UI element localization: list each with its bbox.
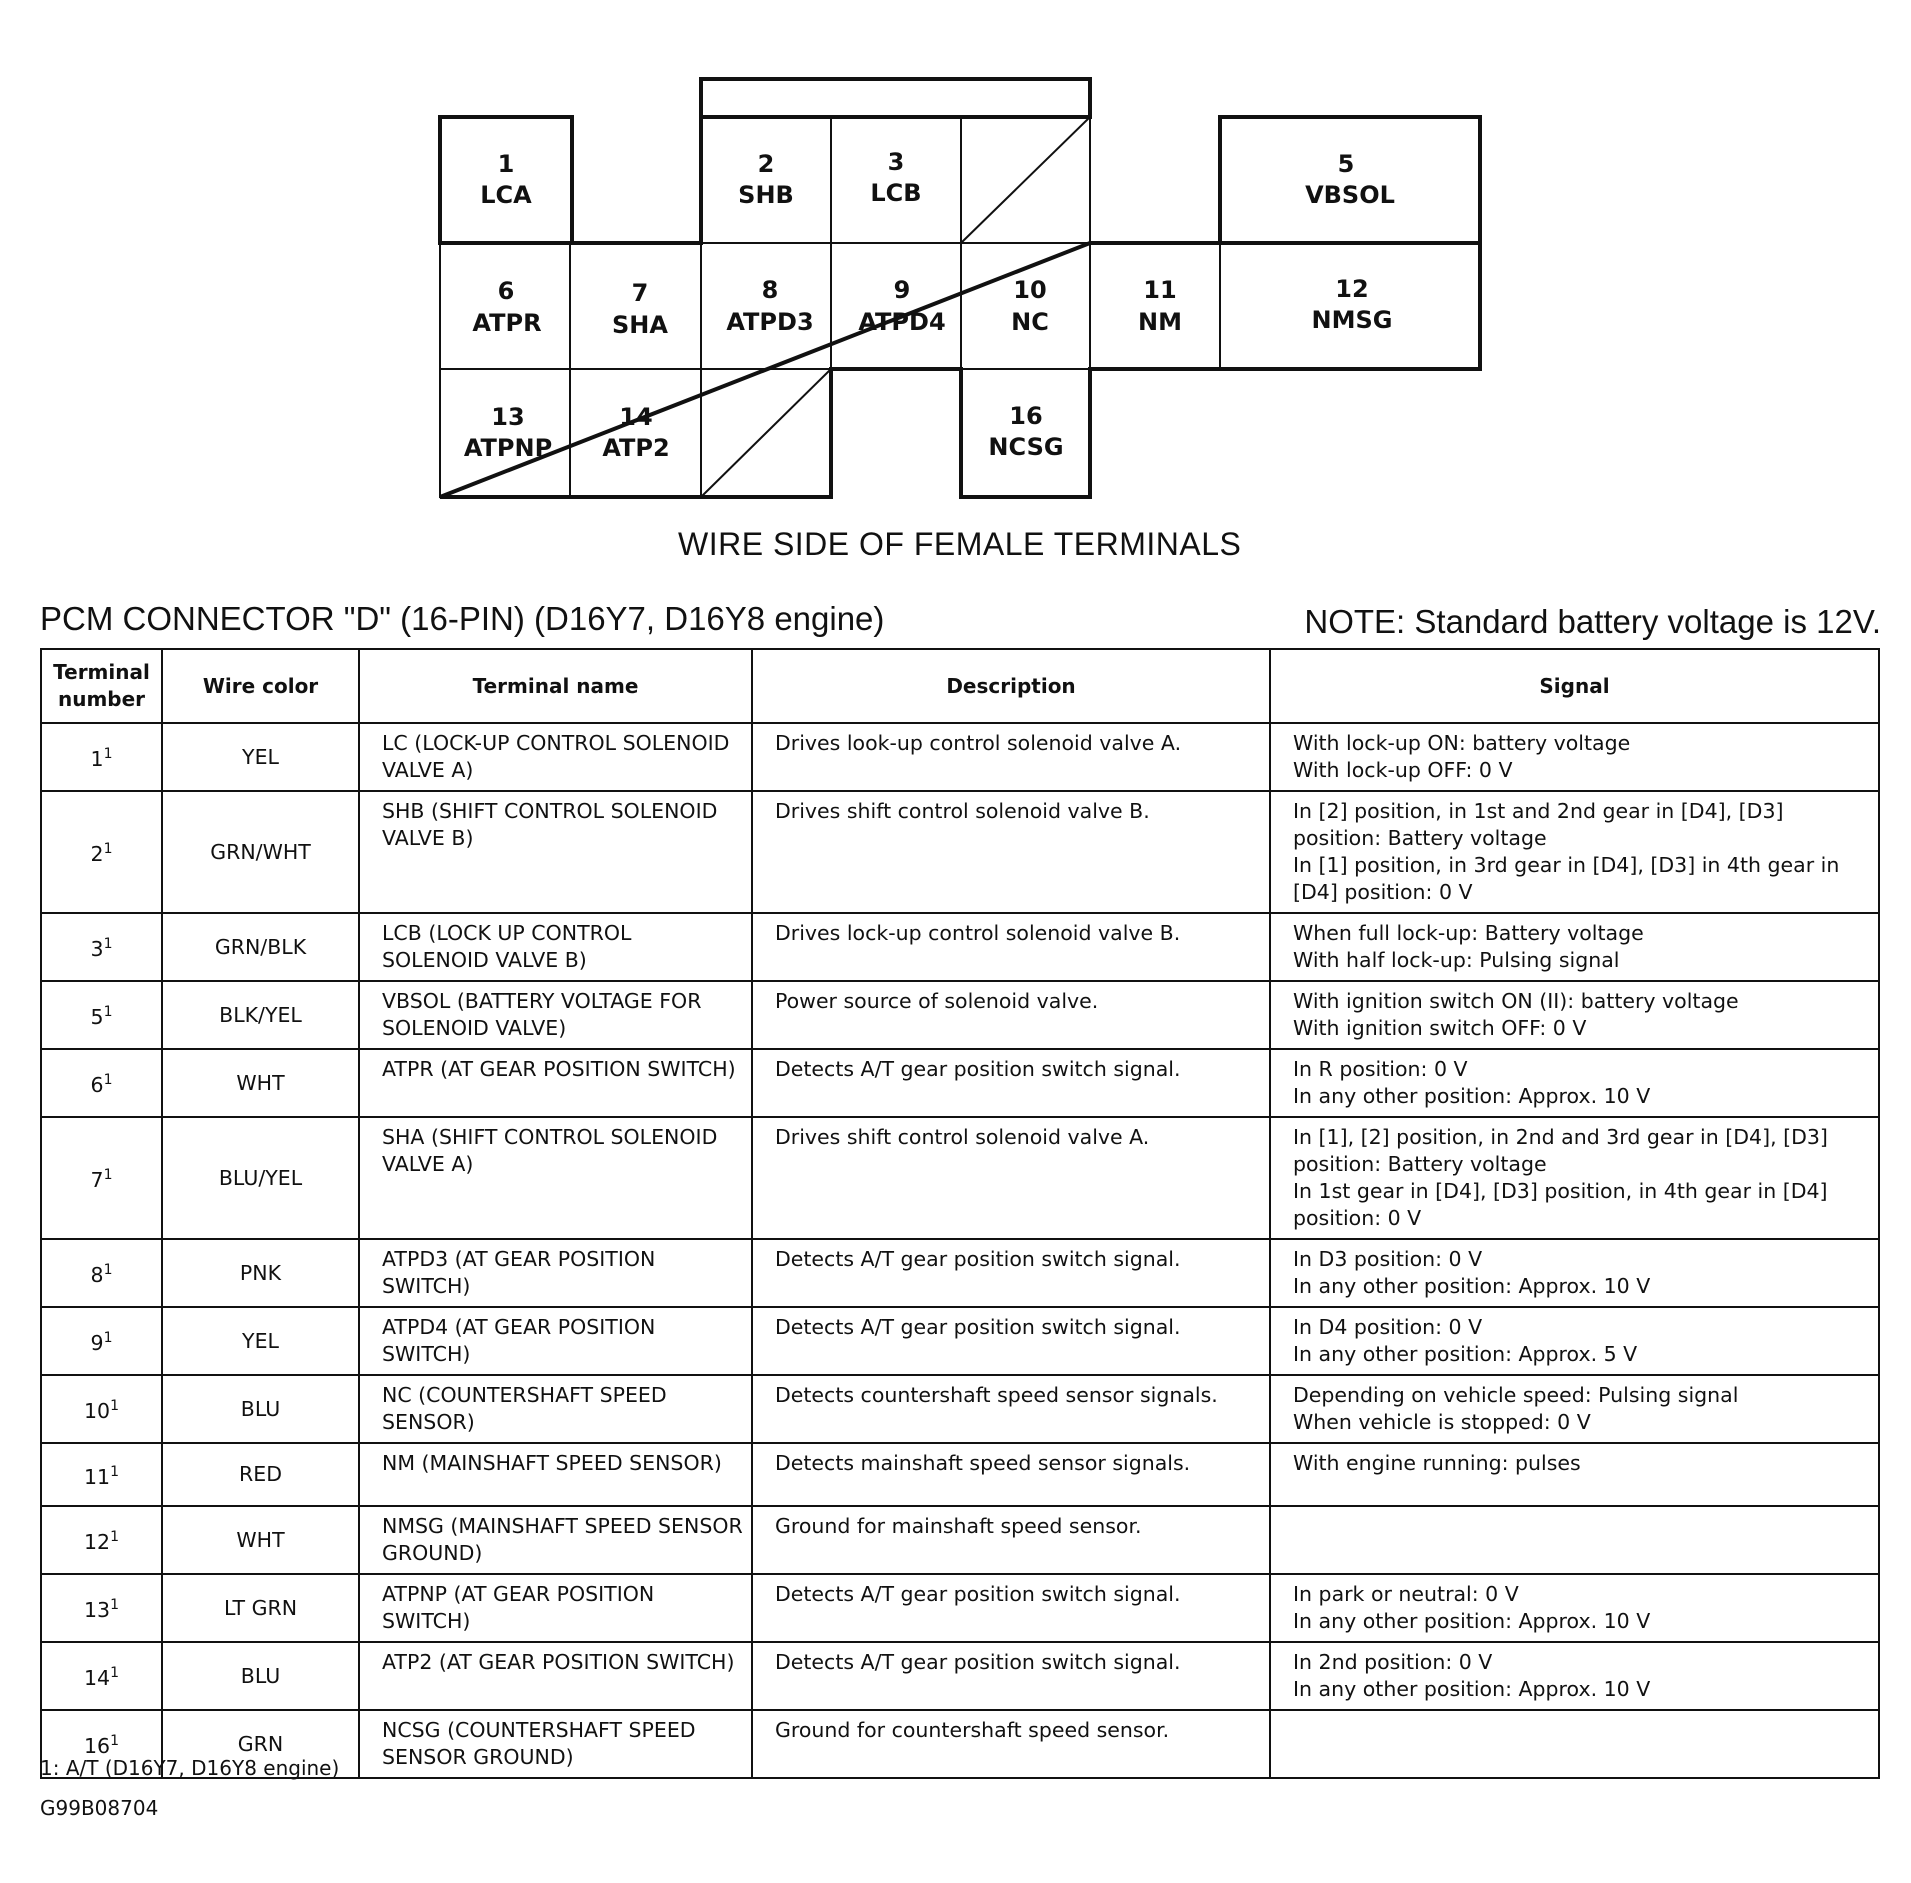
terminal-name-cell: NM (MAINSHAFT SPEED SENSOR) — [359, 1443, 752, 1506]
column-header: Description — [752, 649, 1270, 723]
pin-6-name: ATPR — [472, 309, 542, 337]
footnote-marker: 1 — [103, 1004, 113, 1021]
pin-9-number: 9 — [893, 276, 911, 304]
connector-diagram — [0, 0, 1911, 520]
table-row — [41, 1049, 1879, 1117]
footnote-marker: 1 — [103, 1262, 113, 1279]
diagram-caption: WIRE SIDE OF FEMALE TERMINALS — [678, 526, 1242, 562]
terminal-number: 7 — [90, 1167, 104, 1192]
footnote-marker: 1 — [110, 1665, 119, 1682]
wire-color-cell: BLU/YEL — [162, 1117, 359, 1239]
terminal-number-cell — [41, 1642, 162, 1710]
terminal-number: 3 — [90, 936, 104, 961]
terminal-name-cell: ATPD4 (AT GEAR POSITION SWITCH) — [359, 1307, 752, 1375]
terminal-number-cell — [41, 1443, 162, 1506]
table-row — [41, 1117, 1879, 1239]
signal-cell: When full lock-up: Battery voltage With half lock-up: Pulsing signal — [1270, 913, 1879, 981]
terminal-name-cell: NMSG (MAINSHAFT SPEED SENSOR GROUND) — [359, 1506, 752, 1574]
pin-8-name: ATPD3 — [726, 308, 814, 336]
terminal-number-cell — [41, 981, 162, 1049]
footnote-marker: 1 — [103, 1072, 113, 1089]
pin-5-name: VBSOL — [1305, 181, 1395, 209]
wire-color-cell: BLU — [162, 1375, 359, 1443]
wire-color-cell: LT GRN — [162, 1574, 359, 1642]
terminal-name-cell: ATP2 (AT GEAR POSITION SWITCH) — [359, 1642, 752, 1710]
terminal-number-cell — [41, 723, 162, 791]
description-cell: Drives lock-up control solenoid valve B. — [752, 913, 1270, 981]
pin-2-name: SHB — [738, 181, 794, 209]
terminal-number: 1 — [90, 746, 104, 771]
table-row — [41, 1375, 1879, 1443]
terminal-number: 8 — [90, 1262, 104, 1287]
description-cell: Power source of solenoid valve. — [752, 981, 1270, 1049]
table-row — [41, 1642, 1879, 1710]
pin-10-number: 10 — [1013, 276, 1047, 304]
signal-cell: In park or neutral: 0 V In any other position: Approx. 10 V — [1270, 1574, 1879, 1642]
terminal-table — [40, 648, 1880, 1779]
wire-color-cell: YEL — [162, 1307, 359, 1375]
description-cell: Drives shift control solenoid valve B. — [752, 791, 1270, 913]
terminal-name-cell: LC (LOCK-UP CONTROL SOLENOID VALVE A) — [359, 723, 752, 791]
pin-11-name: NM — [1138, 308, 1182, 336]
table-row — [41, 1506, 1879, 1574]
description-cell: Detects A/T gear position switch signal. — [752, 1574, 1270, 1642]
pin-2-number: 2 — [757, 150, 775, 178]
terminal-number: 2 — [90, 841, 104, 866]
terminal-number: 9 — [90, 1330, 104, 1355]
wire-color-cell: GRN/WHT — [162, 791, 359, 913]
voltage-note: NOTE: Standard battery voltage is 12V. — [1304, 603, 1881, 640]
table-body — [41, 723, 1879, 1778]
pin-11-number: 11 — [1143, 276, 1177, 304]
footnote-marker: 1 — [110, 1398, 119, 1415]
table-row — [41, 1574, 1879, 1642]
terminal-name-cell: ATPNP (AT GEAR POSITION SWITCH) — [359, 1574, 752, 1642]
pin-10-name: NC — [1011, 308, 1049, 336]
footnote-marker: 1 — [103, 746, 113, 763]
terminal-name-cell: SHA (SHIFT CONTROL SOLENOID VALVE A) — [359, 1117, 752, 1239]
pin-6-number: 6 — [497, 277, 515, 305]
terminal-number-cell — [41, 1506, 162, 1574]
terminal-number-cell — [41, 1117, 162, 1239]
pin-14-name: ATP2 — [602, 434, 670, 462]
table-header-row — [41, 649, 1879, 723]
terminal-number: 13 — [83, 1597, 111, 1622]
footnote-marker: 1 — [110, 1529, 119, 1546]
wire-color-cell: WHT — [162, 1049, 359, 1117]
terminal-name-cell: NC (COUNTERSHAFT SPEED SENSOR) — [359, 1375, 752, 1443]
terminal-name-cell: NCSG (COUNTERSHAFT SPEED SENSOR GROUND) — [359, 1710, 752, 1778]
pin-13-number: 13 — [491, 403, 525, 431]
signal-cell: In D4 position: 0 V In any other position: Approx. 5 V — [1270, 1307, 1879, 1375]
footnote-marker: 1 — [110, 1463, 119, 1480]
terminal-number: 12 — [83, 1529, 111, 1554]
table-row — [41, 913, 1879, 981]
connector-title: PCM CONNECTOR "D" (16-PIN) (D16Y7, D16Y8 engine) — [40, 600, 885, 637]
terminal-number-cell — [41, 1307, 162, 1375]
pin-8-number: 8 — [761, 276, 779, 304]
pin-7-number: 7 — [631, 279, 649, 307]
pin-16-number: 16 — [1009, 402, 1043, 430]
signal-cell: In [1], [2] position, in 2nd and 3rd gear in [D4], [D3] position: Battery voltage In 1st gear in [D4], [D3] position, in 4th gear in [D4] position: 0 V — [1270, 1117, 1879, 1239]
signal-cell: In [2] position, in 1st and 2nd gear in [D4], [D3] position: Battery voltage In [1] position, in 3rd gear in [D4], [D3] in 4th gear in [D4] position: 0 V — [1270, 791, 1879, 913]
pin-12-number: 12 — [1335, 275, 1369, 303]
column-header: Terminal number — [41, 649, 162, 723]
terminal-number: 16 — [83, 1733, 111, 1758]
signal-cell: In R position: 0 V In any other position: Approx. 10 V — [1270, 1049, 1879, 1117]
wire-color-cell: BLK/YEL — [162, 981, 359, 1049]
signal-cell — [1270, 1710, 1879, 1778]
footnote-marker: 1 — [103, 841, 113, 858]
pin-16-name: NCSG — [988, 433, 1064, 461]
column-header: Terminal name — [359, 649, 752, 723]
footnote-marker: 1 — [103, 1167, 113, 1184]
terminal-number-cell — [41, 1239, 162, 1307]
footnote-marker: 1 — [103, 936, 113, 953]
description-cell: Detects countershaft speed sensor signals. — [752, 1375, 1270, 1443]
pin-3-number: 3 — [887, 148, 905, 176]
wire-color-cell: BLU — [162, 1642, 359, 1710]
description-cell: Detects A/T gear position switch signal. — [752, 1307, 1270, 1375]
terminal-number: 5 — [90, 1004, 104, 1029]
footnote-marker: 1 — [103, 1330, 113, 1347]
pin-5-number: 5 — [1337, 150, 1355, 178]
table-row — [41, 723, 1879, 791]
terminal-name-cell: ATPR (AT GEAR POSITION SWITCH) — [359, 1049, 752, 1117]
pin-14-number: 14 — [619, 403, 653, 431]
signal-cell: In D3 position: 0 V In any other position: Approx. 10 V — [1270, 1239, 1879, 1307]
table-row — [41, 1239, 1879, 1307]
pin-1-number: 1 — [497, 150, 515, 178]
terminal-number-cell — [41, 791, 162, 913]
terminal-number-cell — [41, 1049, 162, 1117]
terminal-number: 6 — [90, 1072, 104, 1097]
terminal-number: 11 — [83, 1464, 111, 1489]
signal-cell: With ignition switch ON (II): battery voltage With ignition switch OFF: 0 V — [1270, 981, 1879, 1049]
description-cell: Drives look-up control solenoid valve A. — [752, 723, 1270, 791]
description-cell: Detects A/T gear position switch signal. — [752, 1239, 1270, 1307]
description-cell: Ground for mainshaft speed sensor. — [752, 1506, 1270, 1574]
footnote: 1: A/T (D16Y7, D16Y8 engine) — [40, 1756, 340, 1780]
figure-id: G99B08704 — [40, 1796, 159, 1820]
pin-3-name: LCB — [870, 179, 922, 207]
table-row — [41, 791, 1879, 913]
description-cell: Detects A/T gear position switch signal. — [752, 1049, 1270, 1117]
pin-9-name: ATPD4 — [858, 308, 946, 336]
footnote-marker: 1 — [110, 1733, 119, 1750]
wire-color-cell: YEL — [162, 723, 359, 791]
description-cell: Drives shift control solenoid valve A. — [752, 1117, 1270, 1239]
description-cell: Detects A/T gear position switch signal. — [752, 1642, 1270, 1710]
terminal-name-cell: ATPD3 (AT GEAR POSITION SWITCH) — [359, 1239, 752, 1307]
terminal-name-cell: LCB (LOCK UP CONTROL SOLENOID VALVE B) — [359, 913, 752, 981]
column-header: Wire color — [162, 649, 359, 723]
wire-color-cell: GRN — [162, 1710, 359, 1778]
pin-7-name: SHA — [612, 311, 668, 339]
description-cell: Ground for countershaft speed sensor. — [752, 1710, 1270, 1778]
table-row — [41, 1307, 1879, 1375]
footnote-marker: 1 — [110, 1597, 119, 1614]
terminal-number-cell — [41, 913, 162, 981]
pin-1-name: LCA — [480, 181, 532, 209]
terminal-number: 14 — [83, 1665, 111, 1690]
table-row — [41, 1443, 1879, 1506]
signal-cell: With lock-up ON: battery voltage With lock-up OFF: 0 V — [1270, 723, 1879, 791]
signal-cell: Depending on vehicle speed: Pulsing signal When vehicle is stopped: 0 V — [1270, 1375, 1879, 1443]
wire-color-cell: RED — [162, 1443, 359, 1506]
terminal-name-cell: VBSOL (BATTERY VOLTAGE FOR SOLENOID VALVE) — [359, 981, 752, 1049]
wire-color-cell: PNK — [162, 1239, 359, 1307]
signal-cell: With engine running: pulses — [1270, 1443, 1879, 1506]
terminal-number-cell — [41, 1574, 162, 1642]
wire-color-cell: WHT — [162, 1506, 359, 1574]
wire-color-cell: GRN/BLK — [162, 913, 359, 981]
signal-cell — [1270, 1506, 1879, 1574]
terminal-number-cell — [41, 1375, 162, 1443]
column-header: Signal — [1270, 649, 1879, 723]
pin-12-name: NMSG — [1311, 306, 1393, 334]
pin-13-name: ATPNP — [463, 434, 553, 462]
signal-cell: In 2nd position: 0 V In any other position: Approx. 10 V — [1270, 1642, 1879, 1710]
terminal-number: 10 — [83, 1398, 111, 1423]
description-cell: Detects mainshaft speed sensor signals. — [752, 1443, 1270, 1506]
terminal-name-cell: SHB (SHIFT CONTROL SOLENOID VALVE B) — [359, 791, 752, 913]
table-row — [41, 981, 1879, 1049]
